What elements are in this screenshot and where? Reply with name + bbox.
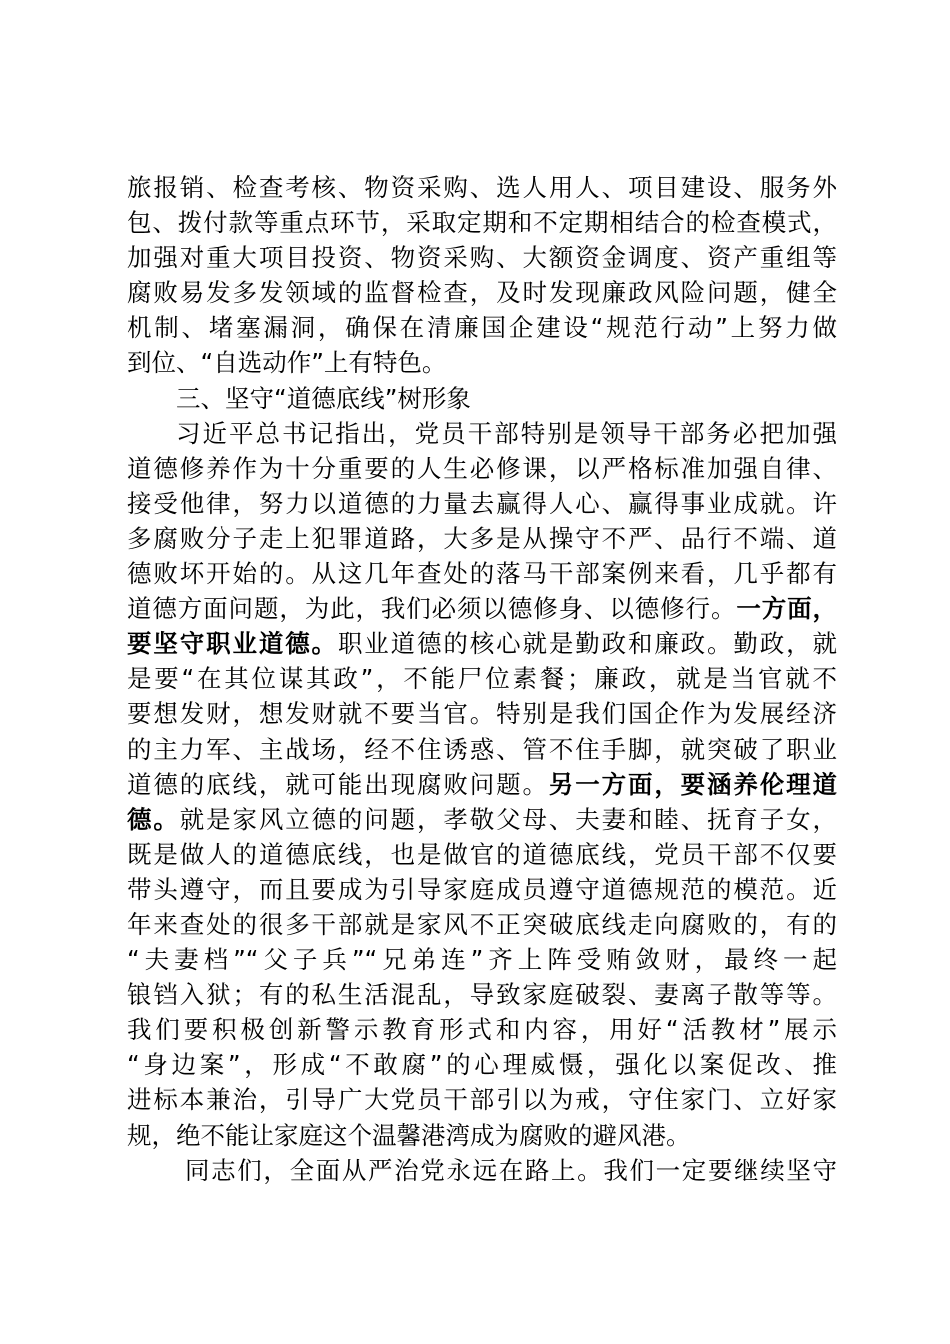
- text-run: 包、拨付款等重点环节，采取定期和不定期相结合的检查模式，: [127, 208, 837, 238]
- text-run: 机制、堵塞漏洞，确保在清廉国企建设“规范行动”上努力做: [127, 313, 837, 343]
- paragraph-line: [127, 942, 837, 977]
- text-run: 是要“在其位谋其政”，不能尸位素餐；廉政，就是当官就不: [127, 664, 837, 694]
- bold-text-run: 要坚守职业道德。: [127, 629, 338, 659]
- text-run: 同志们，全面从严治党永远在路上。我们一定要继续坚守: [185, 1155, 837, 1185]
- paragraph-line: [127, 837, 837, 872]
- text-run: 带头遵守，而且要成为引导家庭成员遵守道德规范的模范。近: [127, 874, 837, 904]
- bold-text-run: 德。: [127, 804, 180, 834]
- paragraph-line: [127, 591, 837, 626]
- text-run: 多腐败分子走上犯罪道路，大多是从操守不严、品行不端、道: [127, 523, 837, 553]
- paragraph-line: [127, 1047, 837, 1082]
- bold-text-run: 一方面，: [736, 594, 837, 624]
- text-run: 要想发财，想发财就不要当官。特别是我们国企作为发展经济: [127, 699, 837, 729]
- paragraph-line: [127, 310, 837, 345]
- text-run: “夫妻档”“父子兵”“兄弟连”齐上阵受贿敛财，最终一起: [127, 945, 837, 975]
- text-run: 旅报销、检查考核、物资采购、选人用人、项目建设、服务外: [127, 173, 837, 202]
- text-run: 既是做人的道德底线，也是做官的道德底线，党员干部不仅要: [127, 839, 837, 869]
- paragraph-line: [127, 907, 837, 942]
- paragraph-line: [127, 1118, 837, 1153]
- paragraph-line: [127, 1082, 837, 1117]
- paragraph-line: [127, 732, 837, 767]
- text-run: 道德的底线，就可能出现腐败问题。: [127, 769, 549, 799]
- text-run: 的主力军、主战场，经不住诱惑、管不住手脚，就突破了职业: [127, 734, 837, 764]
- text-run: 年来查处的很多干部就是家风不正突破底线走向腐败的，有的: [127, 909, 837, 939]
- text-run: 加强对重大项目投资、物资采购、大额资金调度、资产重组等: [127, 243, 837, 273]
- text-run: 规，绝不能让家庭这个温馨港湾成为腐败的避风港。: [127, 1120, 691, 1150]
- text-run: 腐败易发多发领域的监督检查，及时发现廉政风险问题，健全: [127, 278, 837, 308]
- text-run: 锒铛入狱；有的私生活混乱，导致家庭破裂、妻离子散等等。: [127, 980, 837, 1010]
- text-run: 三、坚守“道德底线”树形象: [176, 383, 471, 413]
- paragraph-line: [127, 1012, 837, 1047]
- paragraph-line: [127, 345, 837, 380]
- paragraph-line: [127, 205, 837, 240]
- document-body: [127, 170, 837, 1188]
- paragraph-line: [127, 661, 837, 696]
- text-run: 我们要积极创新警示教育形式和内容，用好“活教材”展示: [127, 1015, 837, 1045]
- paragraph-line: [127, 802, 837, 837]
- bold-text-run: 另一方面，要涵养伦理道: [548, 769, 837, 799]
- paragraph-line: [127, 275, 837, 310]
- paragraph-line: [127, 170, 837, 205]
- paragraph-line: [127, 872, 837, 907]
- paragraph-line: [127, 696, 837, 731]
- paragraph-line: [127, 626, 837, 661]
- text-run: 职业道德的核心就是勤政和廉政。勤政，就: [337, 629, 837, 659]
- text-run: “身边案”，形成“不敢腐”的心理威慑，强化以案促改、推: [127, 1050, 837, 1080]
- paragraph-line: [127, 556, 837, 591]
- text-run: 到位、“自选动作”上有特色。: [127, 348, 447, 378]
- paragraph-line: [127, 416, 837, 451]
- text-run: 德败坏开始的。从这几年查处的落马干部案例来看，几乎都有: [127, 559, 837, 589]
- text-run: 就是家风立德的问题，孝敬父母、夫妻和睦、抚育子女，: [179, 804, 837, 834]
- section-heading: [127, 381, 837, 416]
- paragraph-line: [127, 767, 837, 802]
- text-run: 接受他律，努力以道德的力量去赢得人心、赢得事业成就。许: [127, 488, 837, 518]
- paragraph-line: [127, 1153, 837, 1188]
- text-run: 习近平总书记指出，党员干部特别是领导干部务必把加强: [176, 418, 837, 448]
- paragraph-line: [127, 240, 837, 275]
- text-run: 道德修养作为十分重要的人生必修课，以严格标准加强自律、: [127, 453, 837, 483]
- paragraph-line: [127, 521, 837, 556]
- text-run: 进标本兼治，引导广大党员干部引以为戒，守住家门、立好家: [127, 1085, 837, 1115]
- paragraph-line: [127, 486, 837, 521]
- paragraph-line: [127, 977, 837, 1012]
- text-run: 道德方面问题，为此，我们必须以德修身、以德修行。: [127, 594, 737, 624]
- paragraph-line: [127, 451, 837, 486]
